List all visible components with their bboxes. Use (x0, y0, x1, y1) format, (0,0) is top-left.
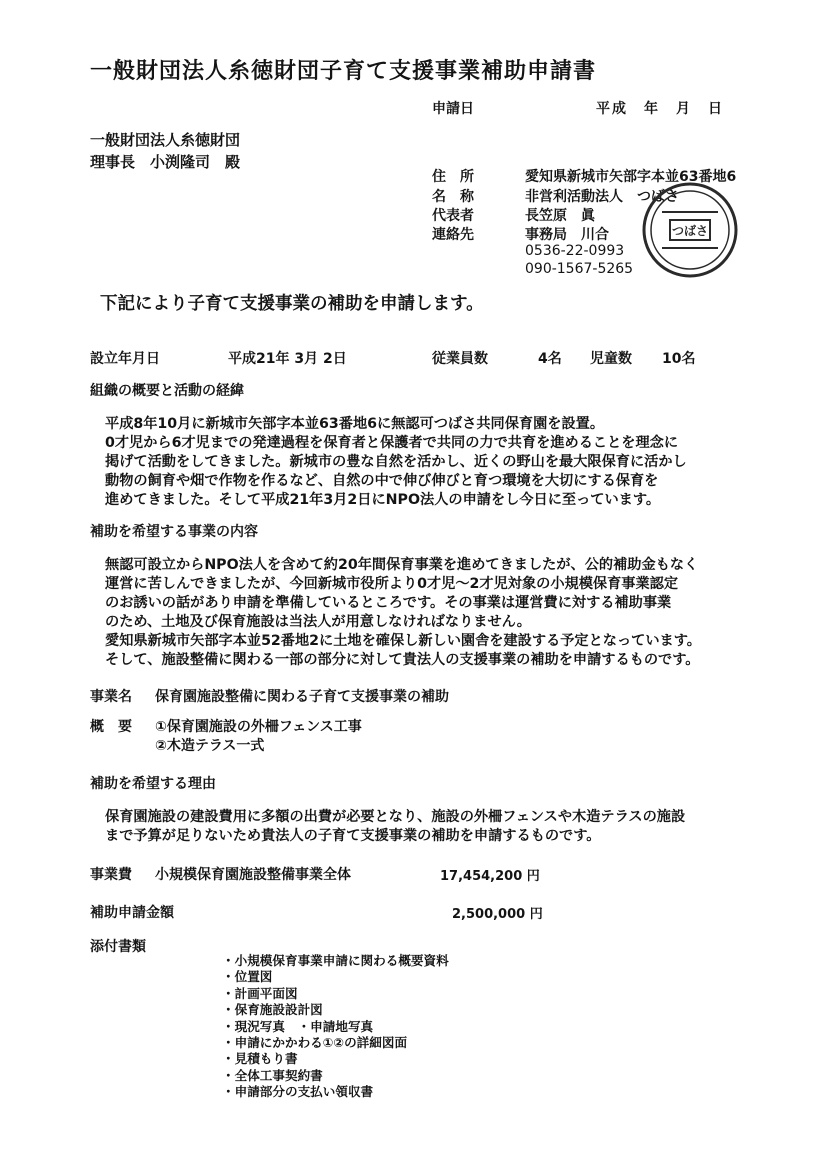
reason-line: まで予算が足りないため貴法人の子育て支援事業の補助を申請するものです。 (105, 828, 601, 844)
address-value: 愛知県新城市矢部字本並63番地6 (525, 169, 737, 185)
addressee-org: 一般財団法人糸徳財団 (90, 131, 241, 149)
established-value: 平成21年 3月 2日 (228, 351, 347, 367)
content-line: のお誘いの話があり申請を準備しているところです。その事業は運営費に対する補助事業 (105, 595, 672, 611)
overview-line: 0才児から6才児までの発達過程を保育者と保護者で共同の力で共育を進めることを理念に (105, 435, 679, 451)
phone-2: 090-1567-5265 (525, 261, 634, 277)
attachment-item: ・現況写真 ・申請地写真 (222, 1018, 374, 1034)
content-line: 無認可設立からNPO法人を含めて約20年間保育事業を進めてきましたが、公的補助金もなく (105, 557, 699, 573)
content-line: のため、土地及び保育施設は当法人が用意しなければなりません。 (105, 614, 531, 630)
attachment-item: ・全体工事契約書 (222, 1067, 323, 1083)
grant-amount-value: 2,500,000 円 (452, 907, 543, 922)
overview-line: 進めてきました。そして平成21年3月2日にNPO法人の申請をし今日に至っています。 (105, 492, 661, 508)
project-cost-label: 事業費 (90, 867, 132, 883)
project-cost-description: 小規模保育園施設整備事業全体 (155, 867, 351, 883)
summary-label: 概 要 (90, 719, 132, 735)
org-name-value: 非営利活動法人 つばさ (525, 189, 679, 205)
reason-heading: 補助を希望する理由 (90, 776, 216, 792)
overview-line: 掲げて活動をしてきました。新城市の豊な自然を活かし、近くの野山を最大限保育に活かし (105, 454, 687, 470)
project-cost-value: 17,454,200 円 (440, 869, 540, 884)
overview-line: 平成8年10月に新城市矢部字本並63番地6に無認可つばさ共同保育園を設置。 (105, 416, 605, 432)
staff-label: 従業員数 (432, 351, 488, 367)
representative-label: 代表者 (432, 208, 474, 224)
summary-item-1: ①保育園施設の外柵フェンス工事 (155, 719, 362, 735)
reason-body (105, 808, 685, 846)
summary-item-2: ②木造テラス一式 (155, 738, 265, 754)
content-heading: 補助を希望する事業の内容 (90, 524, 258, 540)
page-title: 一般財団法人糸徳財団子育て支援事業補助申請書 (90, 59, 597, 84)
organization-seal-stamp (640, 180, 740, 280)
attachment-item: ・小規模保育事業申請に関わる概要資料 (222, 953, 449, 968)
grant-amount-label: 補助申請金額 (90, 905, 174, 921)
overview-body (105, 415, 687, 510)
address-label: 住 所 (432, 169, 474, 185)
overview-line: 動物の飼育や畑で作物を作るなど、自然の中で伸び伸びと育つ環境を大切にする保育を (105, 473, 659, 489)
application-date-value: 平成 年 月 日 (596, 101, 724, 117)
established-label: 設立年月日 (90, 351, 160, 367)
addressee-name: 小渕隆司 殿 (150, 153, 241, 171)
content-line: 愛知県新城市矢部字本並52番地2に土地を確保し新しい園舎を建設する予定となっています。 (105, 633, 701, 649)
lead-statement: 下記により子育て支援事業の補助を申請します。 (100, 294, 484, 314)
contact-label: 連絡先 (432, 227, 474, 243)
project-name-value: 保育園施設整備に関わる子育て支援事業の補助 (155, 689, 449, 705)
content-line: そして、施設整備に関わる一部の部分に対して貴法人の支援事業の補助を申請するものです。 (105, 652, 700, 668)
attachments-list (222, 953, 449, 1101)
attachment-item: ・申請にかかわる①②の詳細図面 (222, 1034, 408, 1050)
seal-text: つばさ (671, 224, 709, 238)
attachment-item: ・位置図 (222, 969, 273, 985)
attachment-item: ・保育施設設計図 (222, 1002, 323, 1018)
project-name-label: 事業名 (90, 689, 132, 705)
content-line: 運営に苦しんできましたが、今回新城市役所より0才児～2才児対象の小規模保育事業認定 (105, 576, 679, 592)
content-body (105, 556, 701, 670)
attachment-item: ・見積もり書 (222, 1051, 298, 1067)
reason-line: 保育園施設の建設費用に多額の出費が必要となり、施設の外柵フェンスや木造テラスの施設 (105, 809, 686, 825)
addressee-title: 理事長 (90, 153, 136, 171)
attachments-heading: 添付書類 (90, 939, 146, 955)
application-date-label: 申請日 (432, 101, 474, 117)
children-label: 児童数 (590, 351, 632, 367)
overview-heading: 組織の概要と活動の経緯 (90, 383, 244, 399)
representative-value: 長笠原 眞 (525, 208, 595, 224)
children-value: 10名 (662, 351, 696, 367)
attachment-item: ・計画平面図 (222, 985, 298, 1001)
staff-value: 4名 (538, 351, 562, 367)
org-name-label: 名 称 (432, 189, 474, 205)
phone-1: 0536-22-0993 (525, 243, 625, 259)
attachment-item: ・申請部分の支払い領収書 (222, 1084, 374, 1100)
contact-value: 事務局 川合 (525, 227, 623, 243)
